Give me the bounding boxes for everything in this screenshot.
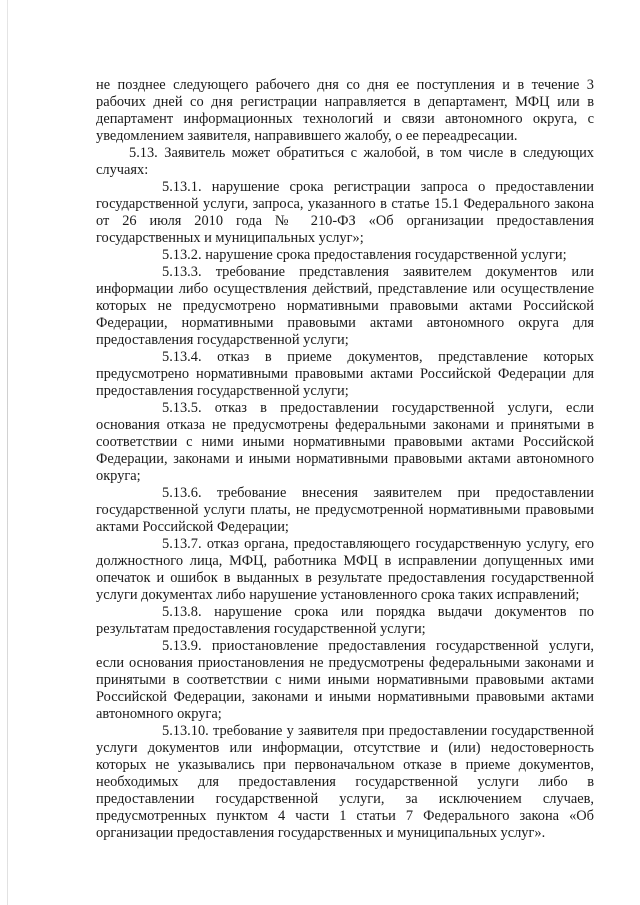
- paragraph-5-13-1: [96, 179, 594, 247]
- clause-number: 5.13.1.: [162, 179, 202, 195]
- paragraph-5-13-3: [96, 264, 594, 349]
- clause-number: 5.13.9.: [162, 638, 202, 654]
- clause-number: 5.13.5.: [162, 400, 202, 416]
- paragraph-5-13-8: [96, 604, 594, 638]
- paragraph-text: отказ в предоставлении государственной услуги, если основания отказа не предусмотрены федеральными законами и принятыми в соответствии с ними иными нормативными правовыми актами Российской Федерации, законами и иными нормативными правовыми актами автономного округа;: [96, 400, 594, 484]
- paragraph-text: отказ в приеме документов, представление которых предусмотрено нормативными правовыми актами Российской Федерации для предоставления государственной услуги;: [96, 349, 594, 399]
- paragraph-5-13-4: [96, 349, 594, 400]
- paragraph-5-13-2: [96, 247, 594, 264]
- paragraph-text: приостановление предоставления государственной услуги, если основания приостановления не предусмотрены федеральными законами и принятыми в соответствии с ними иными нормативными правовыми актами Российской Федерации, законами и иными нормативными правовыми актами автономного округа;: [96, 638, 594, 722]
- paragraph-text: нарушение срока регистрации запроса о предоставлении государственной услуги, запроса, указанного в статье 15.1 Федерального закона от 26 июля 2010 года № 210-ФЗ «Об организации предоставления государственных и муниципальных услуг»;: [96, 179, 594, 246]
- paragraph-text: нарушение срока или порядка выдачи документов по результатам предоставления государственной услуги;: [96, 604, 594, 637]
- paragraph-5-13-7: [96, 536, 594, 604]
- paragraph-text: отказ органа, предоставляющего государственную услугу, его должностного лица, МФЦ, работника МФЦ в исправлении допущенных ими опечаток и ошибок в выданных в результате предоставления государственной услуги документах либо нарушение установленного срока таких исправлений;: [96, 536, 594, 603]
- paragraph-continuation: [96, 77, 594, 145]
- paragraph-text: не позднее следующего рабочего дня со дня ее поступления и в течение 3 рабочих дней со дня регистрации направляется в департамент, МФЦ или в департамент информационных технологий и связи автономного округа, с уведомлением заявителя, направившего жалобу, о ее переадресации.: [96, 77, 594, 144]
- paragraph-text: нарушение срока предоставления государственной услуги;: [205, 247, 567, 263]
- paragraph-text: требование у заявителя при предоставлении государственной услуги документов или информации, отсутствие и (или) недостоверность которых не указывались при первоначальном отказе в приеме документов, необходимых для предоставления государственной услуги либо в предоставлении государственной услуги, за исключением случаев, предусмотренных пунктом 4 части 1 статьи 7 Федерального закона «Об организации предоставления государственных и муниципальных услуг».: [96, 723, 594, 841]
- clause-number: 5.13.8.: [162, 604, 202, 620]
- clause-number: 5.13.6.: [162, 485, 202, 501]
- paragraph-text: требование внесения заявителем при предоставлении государственной услуги платы, не предусмотренной нормативными правовыми актами Российской Федерации;: [96, 485, 594, 535]
- paragraph-text: требование представления заявителем документов или информации либо осуществления действий, представление или осуществление которых не предусмотрено нормативными правовыми актами Российской Федерации, нормативными правовыми актами автономного округа для предоставления государственной услуги;: [96, 264, 594, 348]
- clause-number: 5.13.3.: [162, 264, 202, 280]
- scan-edge-line: [7, 0, 8, 905]
- clause-number: 5.13.4.: [162, 349, 202, 365]
- clause-number: 5.13.2.: [162, 247, 202, 263]
- paragraph-5-13-6: [96, 485, 594, 536]
- paragraph-5-13-10: [96, 723, 594, 842]
- clause-number: 5.13.7.: [162, 536, 202, 552]
- paragraph-5-13: [96, 145, 594, 179]
- paragraph-5-13-9: [96, 638, 594, 723]
- paragraph-text: 5.13. Заявитель может обратиться с жалобой, в том числе в следующих случаях:: [96, 145, 594, 178]
- document-body: [96, 77, 594, 842]
- clause-number: 5.13.10.: [162, 723, 209, 739]
- paragraph-5-13-5: [96, 400, 594, 485]
